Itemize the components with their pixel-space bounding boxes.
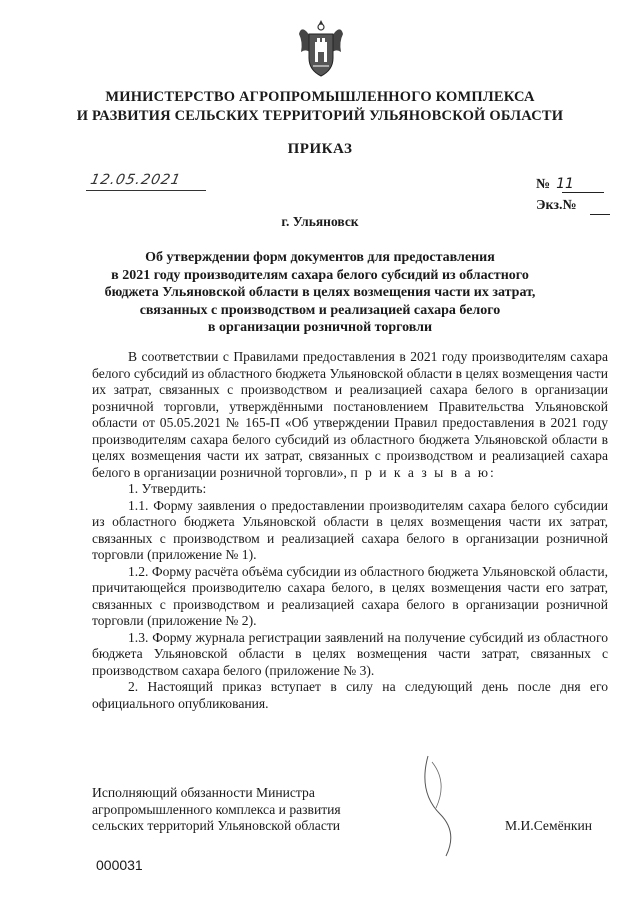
item-2: 2. Настоящий приказ вступает в силу на следующий день после дня его официального опубликования.	[92, 679, 608, 711]
intro-paragraph	[92, 349, 608, 481]
serial-number: 000031	[96, 857, 143, 873]
position-line-3: сельских территорий Ульяновской области	[92, 818, 341, 833]
date-underline	[86, 190, 206, 191]
title-line-3: бюджета Ульяновской области в целях возмещения части их затрат,	[104, 285, 536, 300]
title-line-5: в организации розничной торговли	[207, 320, 433, 335]
position-line-1: Исполняющий обязанности Министра	[92, 785, 315, 800]
order-date: 12.05.2021	[88, 172, 183, 188]
number-label: №	[536, 177, 551, 192]
item-1-3: 1.3. Форму журнала регистрации заявлений на получение субсидий из областного бюджета Ульяновской области в целях возмещения части затрат, связанных с производством сахара белого (приложение № 3).	[92, 629, 608, 678]
order-number: 11	[556, 176, 574, 192]
city: г. Ульяновск	[281, 214, 359, 229]
order-word: п р и к а з ы в а ю:	[350, 464, 496, 480]
copy-number-label: Экз.№	[536, 198, 577, 213]
ministry-line-2: И РАЗВИТИЯ СЕЛЬСКИХ ТЕРРИТОРИЙ УЛЬЯНОВСКОЙ ОБЛАСТИ	[76, 108, 564, 124]
ministry-name	[40, 88, 600, 126]
item-1-1: 1.1. Форму заявления о предоставлении производителям сахара белого субсидии из областного бюджета Ульяновской области в целях возмещения части их затрат, связанных с производством и реализацией сахара белого в организации розничной торговли (приложение № 1).	[92, 497, 608, 562]
signatory-position	[92, 785, 392, 835]
coat-of-arms-icon	[297, 18, 345, 80]
item-1-2: 1.2. Форму расчёта объёма субсидии из областного бюджета Ульяновской области, причитающейся производителю сахара белого, в целях возмещения части его затрат, связанных с производством и реализацией сахара белого в организации розничной торговли (приложение № 2).	[92, 563, 608, 628]
position-line-2: агропромышленного комплекса и развития	[92, 801, 341, 817]
title-line-1: Об утверждении форм документов для предоставления	[145, 250, 495, 265]
ministry-line-1: МИНИСТЕРСТВО АГРОПРОМЫШЛЕННОГО КОМПЛЕКСА	[105, 89, 535, 105]
handwritten-signature	[388, 752, 498, 860]
document-type: ПРИКАЗ	[287, 141, 353, 157]
intro-text: В соответствии с Правилами предоставления в 2021 году производителям сахара белого субсидий из областного бюджета Ульяновской области в целях возмещения части их затрат, связанных с производством и реализацией сахара белого в организации розничной торговли, утверждёнными постановлением Правительства Ульяновской области от 05.05.2021 № 165-П «Об утверждении Правил предоставления в 2021 году производителям сахара белого субсидий из областного бюджета Ульяновской области в целях возмещения части их затрат, связанных с производством и реализацией сахара белого в организации розничной торговли»,	[92, 349, 608, 480]
document-body	[92, 349, 608, 712]
document-title	[60, 249, 580, 337]
title-line-4: связанных с производством и реализацией сахара белого	[139, 302, 501, 318]
number-underline	[562, 192, 604, 193]
signatory-name: М.И.Семёнкин	[505, 818, 593, 833]
item-1: 1. Утвердить:	[128, 481, 207, 496]
title-line-2: в 2021 году производителям сахара белого субсидий из областного	[111, 267, 529, 283]
